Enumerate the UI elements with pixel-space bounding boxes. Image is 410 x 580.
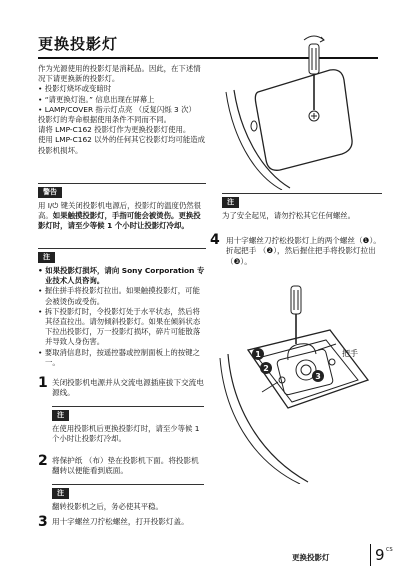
caution-text-plain: 用 I/⏻ 键关闭投影机电源后，投影灯的温度仍然很高。 <box>38 201 202 221</box>
intro-paragraph: 作为光源使用的投影灯是消耗品。因此，在下述情况下请更换新的投影灯。 <box>38 64 201 84</box>
lamp-removal-illustration <box>218 284 390 484</box>
note-box <box>38 248 206 368</box>
note-item: • 要取消信息时，按遥控器或控制面板上的按键之一。 <box>38 347 200 367</box>
step-number: 1 <box>38 375 48 391</box>
caution-label: 警告 <box>38 187 62 198</box>
step-number: 3 <box>38 514 48 530</box>
caution-text <box>38 201 206 232</box>
step-text: 用十字螺丝刀拧松投影灯上的两个螺丝（❶）。折起把手 （❷），然后握住把手将投影灯拉出 （❸）。 <box>226 236 381 266</box>
note-label: 注 <box>52 488 69 499</box>
step-text: 用十字螺丝刀拧松螺丝，打开投影灯盖。 <box>52 517 189 526</box>
note-label: 注 <box>222 197 239 208</box>
footer-divider <box>370 544 371 566</box>
page-title: 更换投影灯 <box>38 35 119 53</box>
note-item-text: 要取消信息时，按遥控器或控制面板上的按键之一。 <box>44 347 200 367</box>
intro-paragraph: 投影灯的寿命根据使用条件不同而不同。 <box>38 115 172 125</box>
note-label: 注 <box>38 252 55 263</box>
step-number: 4 <box>210 232 220 248</box>
footer-section-label: 更换投影灯 <box>292 553 330 562</box>
language-code: CS <box>386 547 393 553</box>
intro-paragraph: 使用 LMP-C162 以外的任何其它投影灯均可能造成投影机损坏。 <box>38 135 206 155</box>
step-number: 2 <box>38 453 48 469</box>
marker-1: 1 <box>255 350 261 359</box>
intro-bullet: • LAMP/COVER 指示灯点亮 （反复闪烁 3 次） <box>38 104 196 114</box>
note-item-text: 如果投影灯损坏，请向 Sony Corporation 专业技术人员咨询。 <box>45 266 205 286</box>
note-text: 在使用投影机后更换投影灯时，请至少等候 1 个小时让投影灯冷却。 <box>52 424 200 444</box>
caution-text-bold: 如果触摸投影灯，手指可能会被烫伤。更换投影灯时，请至少等候 1 个小时让投影灯冷却。 <box>38 211 201 231</box>
note-text: 为了安全起见，请勿拧松其它任何螺丝。 <box>222 211 356 220</box>
handle-label: 把手 <box>342 349 358 358</box>
note-item: • 如果投影灯损坏，请向 Sony Corporation 专业技术人员咨询。 <box>38 266 205 286</box>
note-label: 注 <box>52 410 69 421</box>
marker-3: 3 <box>315 372 321 381</box>
marker-2: 2 <box>263 364 269 373</box>
note-item: • 握住拼手将投影灯拉出。如果触摸投影灯，可能会被烫伤或受伤。 <box>38 286 200 306</box>
intro-paragraph: 请将 LMP-C162 投影灯作为更换投影灯使用。 <box>38 125 191 135</box>
note-text: 翻转投影机之后，务必使其平稳。 <box>52 502 163 511</box>
step-text: 将保护纸 （布）垫在投影机下面。将投影机翻转以便能看到底面。 <box>52 456 199 476</box>
note-item-text: 拆下投影灯时，令投影灯处于水平状态，然后将其径直拉出。请勿倾斜投影灯。如果在倾斜状态下拉出投影灯，万一投影灯损坏，碎片可能散落并导致人身伤害。 <box>44 306 201 347</box>
lamp-cover-illustration <box>220 30 390 190</box>
note-box <box>222 193 382 221</box>
intro-section <box>38 64 206 156</box>
note-box <box>52 484 204 512</box>
intro-bullet: • 投影灯烧坏或变暗时 <box>38 84 112 94</box>
step-text: 关闭投影机电源并从交流电源插座拔下交流电源线。 <box>52 378 204 398</box>
caution-box <box>38 183 206 232</box>
note-item: • 拆下投影灯时，令投影灯处于水平状态，然后将其径直拉出。请勿倾斜投影灯。如果在倾斜状态下拉出投影灯，万一投影灯损坏，碎片可能散落并导致人身伤害。 <box>38 306 201 347</box>
note-item-text: 握住拼手将投影灯拉出。如果触摸投影灯，可能会被烫伤或受伤。 <box>44 286 200 306</box>
note-box <box>52 406 204 444</box>
intro-bullet: • “请更换灯泡。” 信息出现在屏幕上 <box>38 94 155 104</box>
page-number: 9 <box>375 546 385 564</box>
